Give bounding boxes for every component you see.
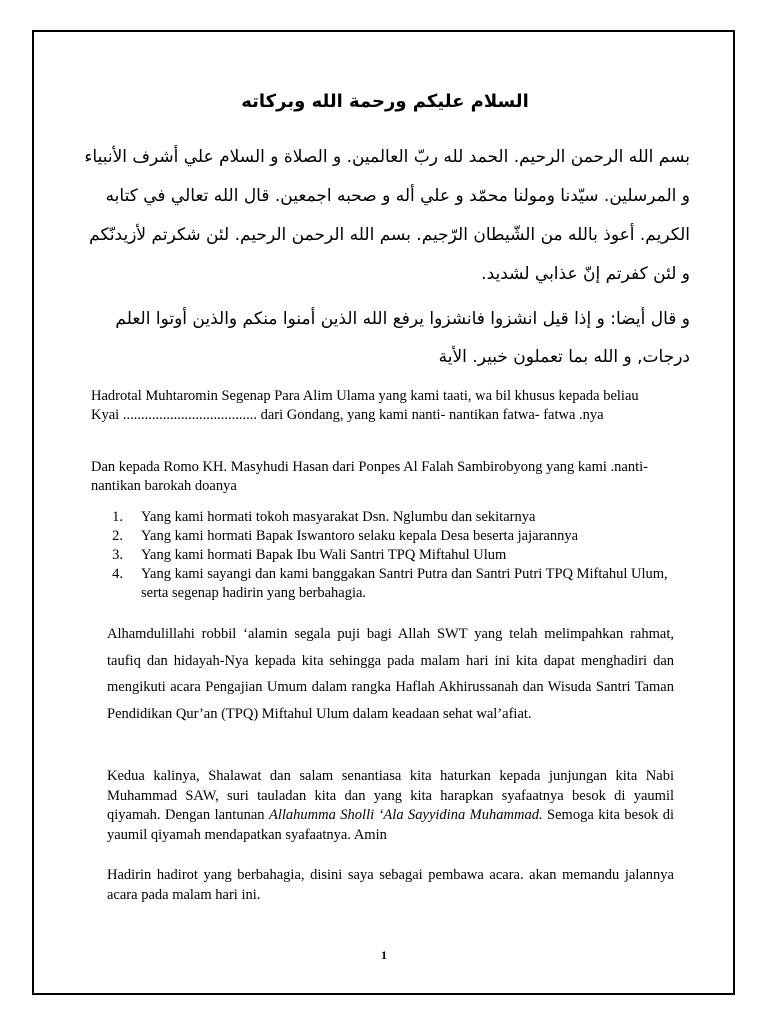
page-number: 1 xyxy=(381,948,387,962)
list-item: 4. Yang kami sayangi dan kami banggakan Santri Putra dan Santri Putri TPQ Miftahul Ulum, serta segenap hadirin yang berbahagia. xyxy=(112,566,668,601)
greeting-romo-paragraph: Dan kepada Romo KH. Masyhudi Hasan dari Ponpes Al Falah Sambirobyong yang kami .nanti- nantikan barokah doanya xyxy=(91,459,648,494)
shalawat-paragraph: Kedua kalinya, Shalawat dan salam senantiasa kita haturkan kepada junjungan kita Nabi Muhammad SAW, suri tauladan kita dan yang kita harapkan syafaatnya besok di yaumil qiyamah. Dengan lantunan Allahumma Sholli ‘Ala Sayyidina Muhammad. Semoga kita besok di yaumil qiyamah mendapatkan syafaatnya. Amin xyxy=(107,768,675,843)
list-item: 2. Yang kami hormati Bapak Iswantoro selaku kepala Desa beserta jajarannya xyxy=(112,528,579,544)
list-item: 3. Yang kami hormati Bapak Ibu Wali Santri TPQ Miftahul Ulum xyxy=(112,547,507,563)
list-item: 1. Yang kami hormati tokoh masyarakat Dsn. Nglumbu dan sekitarnya xyxy=(112,509,536,525)
alhamdulillah-paragraph: Alhamdulillahi robbil ‘alamin segala puji bagi Allah SWT yang telah melimpahkan rahmat, taufiq dan hidayah-Nya kepada kita sehingga pada malam hari ini kita dapat menghadiri dan mengikuti acara Pengajian Umum dalam rangka Haflah Akhirussanah dan Wisuda Santri Taman Pendidikan Qur’an (TPQ) Miftahul Ulum dalam keadaan sehat wal’afiat. xyxy=(107,626,674,722)
honorific-list xyxy=(91,508,676,603)
greeting-ulama-paragraph xyxy=(91,387,666,425)
arabic-verse-paragraph: و قال أيضا: و إذا قيل انشزوا فانشزوا يرفع الله الذين أمنوا منكم والذين أوتوا العلم درجات, و الله بما تعملون خبير. الأية xyxy=(115,309,690,367)
arabic-salam-title: السلام عليكم ورحمة الله وبركاته xyxy=(241,91,529,112)
arabic-opening-paragraph: بسم الله الرحمن الرحيم. الحمد لله ربّ العالمين. و الصلاة و السلام علي أشرف الأنبياء و المرسلين. سيّدنا ومولنا محمّد و علي أله و صحبه اجمعين. قال الله تعالي في كتابه الكريم. أعوذ بالله من الشّيطان الرّجيم. بسم الله الرحمن الرحيم. لئن شكرتم لأزيدنّكم و لئن كفرتم إنّ عذابي لشديد. xyxy=(84,147,690,284)
hadirin-paragraph: Hadirin hadirot yang berbahagia, disini saya sebagai pembawa acara. akan memandu jalannya acara pada malam hari ini. xyxy=(107,867,674,903)
greeting-text: Hadrotal Muhtaromin Segenap Para Alim Ulama yang kami taati, wa bil khusus kepada beliau Kyai xyxy=(91,388,639,423)
greeting-text-end: dari Gondang, yang kami nanti- nantikan fatwa- fatwa .nya xyxy=(256,407,604,423)
greeting-dots: ..................................... xyxy=(122,407,257,423)
shalawat-italic: Allahumma Sholli ‘Ala Sayyidina Muhammad. xyxy=(268,807,543,823)
